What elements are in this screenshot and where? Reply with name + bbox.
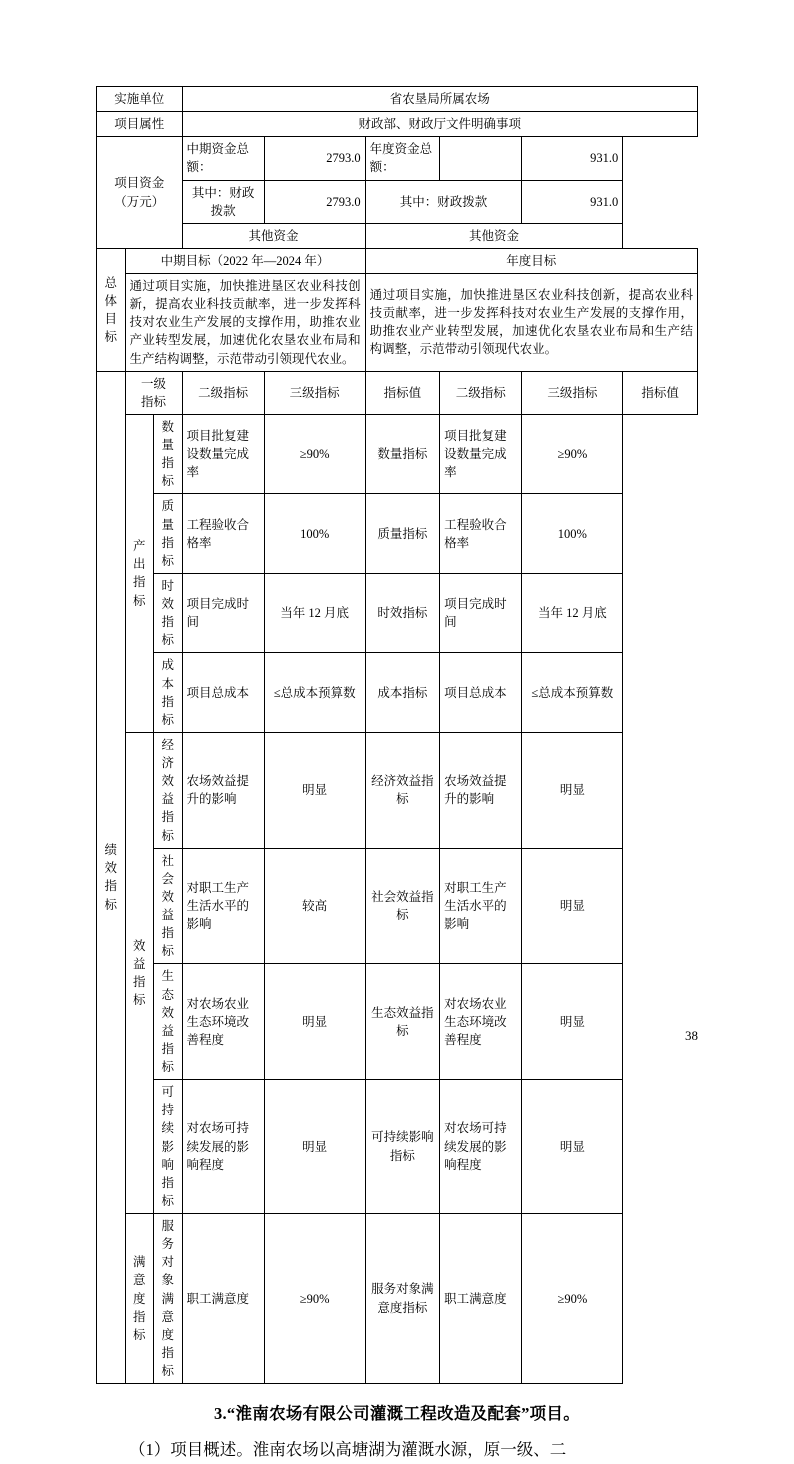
group-output-indicator: 产 出 指 标 (125, 414, 154, 732)
mid-total-value: 2793.0 (264, 137, 365, 180)
indicator-value-mid: 明显 (264, 1080, 365, 1214)
indicator-l3-mid: 对农场可持续发展的影响程度 (182, 1080, 264, 1214)
indicator-value-mid: 明显 (264, 964, 365, 1080)
indicator-l2-mid: 服务对象满意度指标 (154, 1214, 183, 1384)
section-paragraph: （1）项目概述。淮南农场以高塘湖为灌溉水源，原一级、二 (129, 1440, 567, 1460)
level3-indicator-header-mid: 三级指标 (264, 371, 365, 414)
indicator-l2-year: 服务对象满意度指标 (365, 1214, 440, 1384)
indicator-l2-year: 成本指标 (365, 653, 440, 733)
indicator-value-year: 明显 (522, 848, 623, 964)
table-row (97, 1214, 698, 1384)
indicator-l2-mid: 社会效益指标 (154, 848, 183, 964)
indicator-value-year: ≥90% (522, 414, 623, 494)
indicator-l3-mid: 项目总成本 (182, 653, 264, 733)
indicator-value-year: 明显 (522, 732, 623, 848)
level2-indicator-header-year: 二级指标 (440, 371, 522, 414)
indicator-l3-year: 工程验收合格率 (440, 494, 522, 574)
table-row (97, 248, 698, 273)
indicator-value-year: ≤总成本预算数 (522, 653, 623, 733)
year-total-spacer (440, 137, 522, 180)
table-row (97, 137, 698, 180)
indicator-l2-year: 质量指标 (365, 494, 440, 574)
indicator-value-year: 100% (522, 494, 623, 574)
indicator-l3-mid: 对农场农业生态环境改善程度 (182, 964, 264, 1080)
indicator-value-mid: 100% (264, 494, 365, 574)
table-row (97, 494, 698, 574)
indicator-l3-year: 项目总成本 (440, 653, 522, 733)
table-row (97, 414, 698, 494)
indicator-l3-year: 项目批复建设数量完成率 (440, 414, 522, 494)
indicator-l3-year: 农场效益提升的影响 (440, 732, 522, 848)
project-funds-label (97, 137, 183, 249)
table-row (97, 1080, 698, 1214)
indicator-value-header-year: 指标值 (623, 371, 698, 414)
table-row (97, 112, 698, 137)
indicator-value-year: 明显 (522, 1080, 623, 1214)
indicator-value-mid: 当年 12 月底 (264, 573, 365, 653)
mid-total-label: 中期资金总额： (182, 137, 264, 180)
group-satisfaction-indicator: 满意 度指 标 (125, 1214, 154, 1384)
indicator-l3-year: 对农场可持续发展的影响程度 (440, 1080, 522, 1214)
indicator-l2-year: 可持续影响指标 (365, 1080, 440, 1214)
indicator-value-mid: ≤总成本预算数 (264, 653, 365, 733)
project-funds-label-line2: （万元） (114, 194, 165, 209)
indicator-l2-mid: 成本指标 (154, 653, 183, 733)
mid-goal-text: 通过项目实施，加快推进垦区农业科技创新，提高农业科技贡献率，进一步发挥科技对农业生产发展的支撑作用，助推农业产业转型发展，加速优化农垦农业布局和生产结构调整，示范带动引领现代农业。 (125, 274, 365, 372)
table-row (97, 371, 698, 414)
performance-indicator-label: 绩 效 指 标 (97, 371, 126, 1384)
table-row (97, 274, 698, 372)
indicator-value-header-mid: 指标值 (365, 371, 440, 414)
indicator-l2-year: 社会效益指标 (365, 848, 440, 964)
table-row (97, 653, 698, 733)
level2-indicator-header-mid: 二级指标 (182, 371, 264, 414)
indicator-l3-mid: 项目批复建设数量完成率 (182, 414, 264, 494)
section-heading: 3.“淮南农场有限公司灌溉工程改造及配套”项目。 (213, 1404, 581, 1424)
mid-appropriation-value: 2793.0 (264, 180, 365, 223)
table-row (97, 848, 698, 964)
indicator-value-year: ≥90% (522, 1214, 623, 1384)
other-funds-year: 其他资金 (365, 223, 623, 248)
table-row (97, 732, 698, 848)
level3-indicator-header-year: 三级指标 (522, 371, 623, 414)
mid-goal-header: 中期目标（2022 年—2024 年） (125, 248, 365, 273)
indicator-l3-mid: 项目完成时间 (182, 573, 264, 653)
indicator-l3-year: 对职工生产生活水平的影响 (440, 848, 522, 964)
table-row (97, 223, 698, 248)
indicator-l3-mid: 工程验收合格率 (182, 494, 264, 574)
indicator-value-mid: 明显 (264, 732, 365, 848)
implementing-unit-label: 实施单位 (97, 87, 183, 112)
year-appropriation-value: 931.0 (522, 180, 623, 223)
indicator-l2-year: 时效指标 (365, 573, 440, 653)
indicator-value-mid: 较高 (264, 848, 365, 964)
table-row (97, 87, 698, 112)
project-funds-label-line1: 项目资金 (114, 176, 165, 191)
indicator-l3-mid: 对职工生产生活水平的影响 (182, 848, 264, 964)
indicator-l2-mid: 数量指标 (154, 414, 183, 494)
overall-goal-label: 总 体 目 标 (97, 248, 126, 371)
year-goal-header: 年度目标 (365, 248, 697, 273)
indicator-value-mid: ≥90% (264, 414, 365, 494)
year-total-label: 年度资金总额： (365, 137, 440, 180)
indicator-l2-mid: 可持续影响指标 (154, 1080, 183, 1214)
year-goal-text: 通过项目实施，加快推进垦区农业科技创新，提高农业科技贡献率，进一步发挥科技对农业生产发展的支撑作用，助推农业产业转型发展，加速优化农垦农业布局和生产结构调整，示范带动引领现代农业。 (365, 274, 697, 372)
indicator-l3-year: 项目完成时间 (440, 573, 522, 653)
table-row (97, 180, 698, 223)
year-total-value: 931.0 (522, 137, 623, 180)
table-row (97, 573, 698, 653)
page-number: 38 (685, 1028, 698, 1043)
table-row (97, 964, 698, 1080)
project-attribute-value: 财政部、财政厅文件明确事项 (182, 112, 698, 137)
indicator-value-year: 当年 12 月底 (522, 573, 623, 653)
indicator-l2-mid: 经济效益指标 (154, 732, 183, 848)
project-attribute-label: 项目属性 (97, 112, 183, 137)
group-benefit-indicator: 效 益 指 标 (125, 732, 154, 1213)
indicator-value-year: 明显 (522, 964, 623, 1080)
indicator-l2-mid: 时效指标 (154, 573, 183, 653)
indicator-value-mid: ≥90% (264, 1214, 365, 1384)
performance-table (96, 86, 698, 1384)
indicator-l2-year: 数量指标 (365, 414, 440, 494)
mid-appropriation-label: 其中：财政拨款 (182, 180, 264, 223)
indicator-l3-mid: 农场效益提升的影响 (182, 732, 264, 848)
implementing-unit-value: 省农垦局所属农场 (182, 87, 698, 112)
indicator-l3-year: 对农场农业生态环境改善程度 (440, 964, 522, 1080)
indicator-l3-year: 职工满意度 (440, 1214, 522, 1384)
indicator-l2-year: 生态效益指标 (365, 964, 440, 1080)
level1-indicator-header: 一级 指标 (125, 371, 182, 414)
indicator-l3-mid: 职工满意度 (182, 1214, 264, 1384)
other-funds-mid: 其他资金 (182, 223, 365, 248)
indicator-l2-year: 经济效益指标 (365, 732, 440, 848)
year-appropriation-label: 其中：财政拨款 (365, 180, 522, 223)
indicator-l2-mid: 质量指标 (154, 494, 183, 574)
indicator-l2-mid: 生态效益指标 (154, 964, 183, 1080)
